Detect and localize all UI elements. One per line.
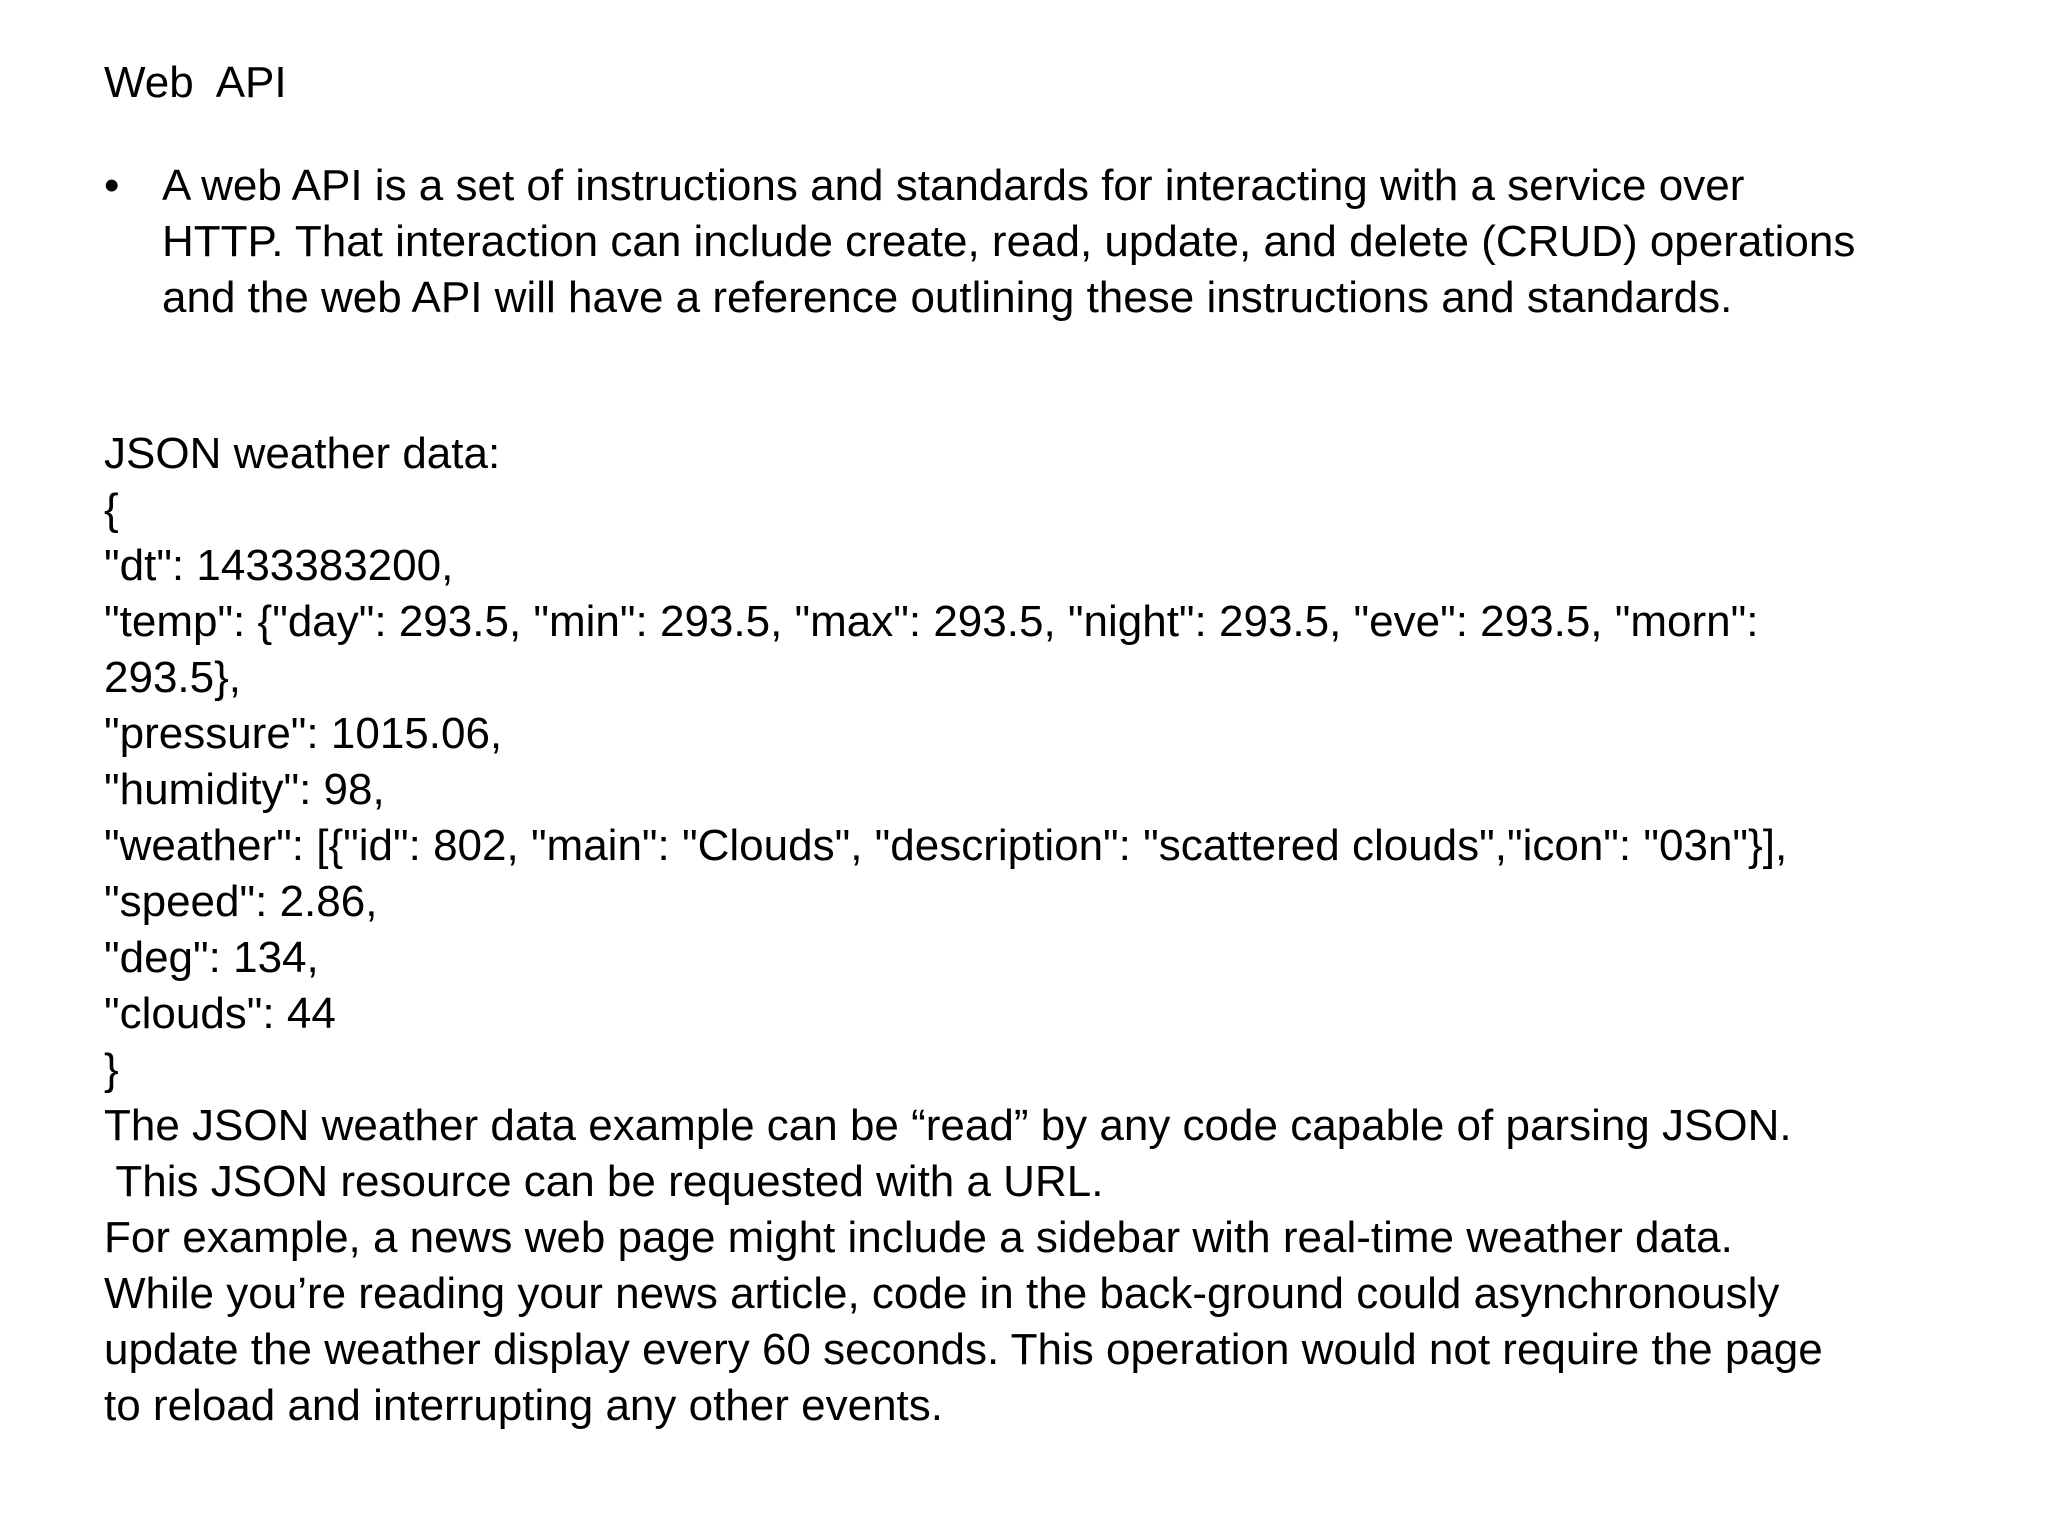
json-line: "pressure": 1015.06, (104, 709, 503, 758)
bullet-paragraph (104, 158, 1994, 326)
paragraph-line: update the weather display every 60 seconds. This operation would not require the page (104, 1325, 1823, 1374)
json-line: "dt": 1433383200, (104, 541, 454, 590)
json-line: "deg": 134, (104, 933, 319, 982)
bullet-line: HTTP. That interaction can include create, read, update, and delete (CRUD) operations (162, 217, 1856, 266)
json-line: { (104, 485, 119, 534)
paragraph-line: For example, a news web page might include a sidebar with real-time weather data. (104, 1213, 1733, 1262)
bullet-icon: • (104, 161, 120, 210)
paragraph-line: While you’re reading your news article, code in the back-ground could asynchronously (104, 1269, 1780, 1318)
bullet-line: and the web API will have a reference outlining these instructions and standards. (162, 273, 1733, 322)
paragraph-line: This JSON resource can be requested with a URL. (104, 1157, 1104, 1206)
json-line: "clouds": 44 (104, 989, 336, 1038)
json-line: "humidity": 98, (104, 765, 385, 814)
json-line: 293.5}, (104, 653, 242, 702)
json-line: } (104, 1045, 119, 1094)
paragraph-line: to reload and interrupting any other events. (104, 1381, 943, 1430)
body-text (104, 426, 2004, 1434)
json-line: "weather": [{"id": 802, "main": "Clouds", "description": "scattered clouds","icon": "03n"}], (104, 821, 1788, 870)
bullet-line: A web API is a set of instructions and standards for interacting with a service over (162, 161, 1745, 210)
section-heading: JSON weather data: (104, 429, 501, 478)
paragraph-line: The JSON weather data example can be “read” by any code capable of parsing JSON. (104, 1101, 1792, 1150)
json-line: "temp": {"day": 293.5, "min": 293.5, "max": 293.5, "night": 293.5, "eve": 293.5, "morn": (104, 597, 1759, 646)
slide-title: Web API (104, 58, 287, 107)
bullet-text (162, 158, 1994, 326)
json-line: "speed": 2.86, (104, 877, 378, 926)
